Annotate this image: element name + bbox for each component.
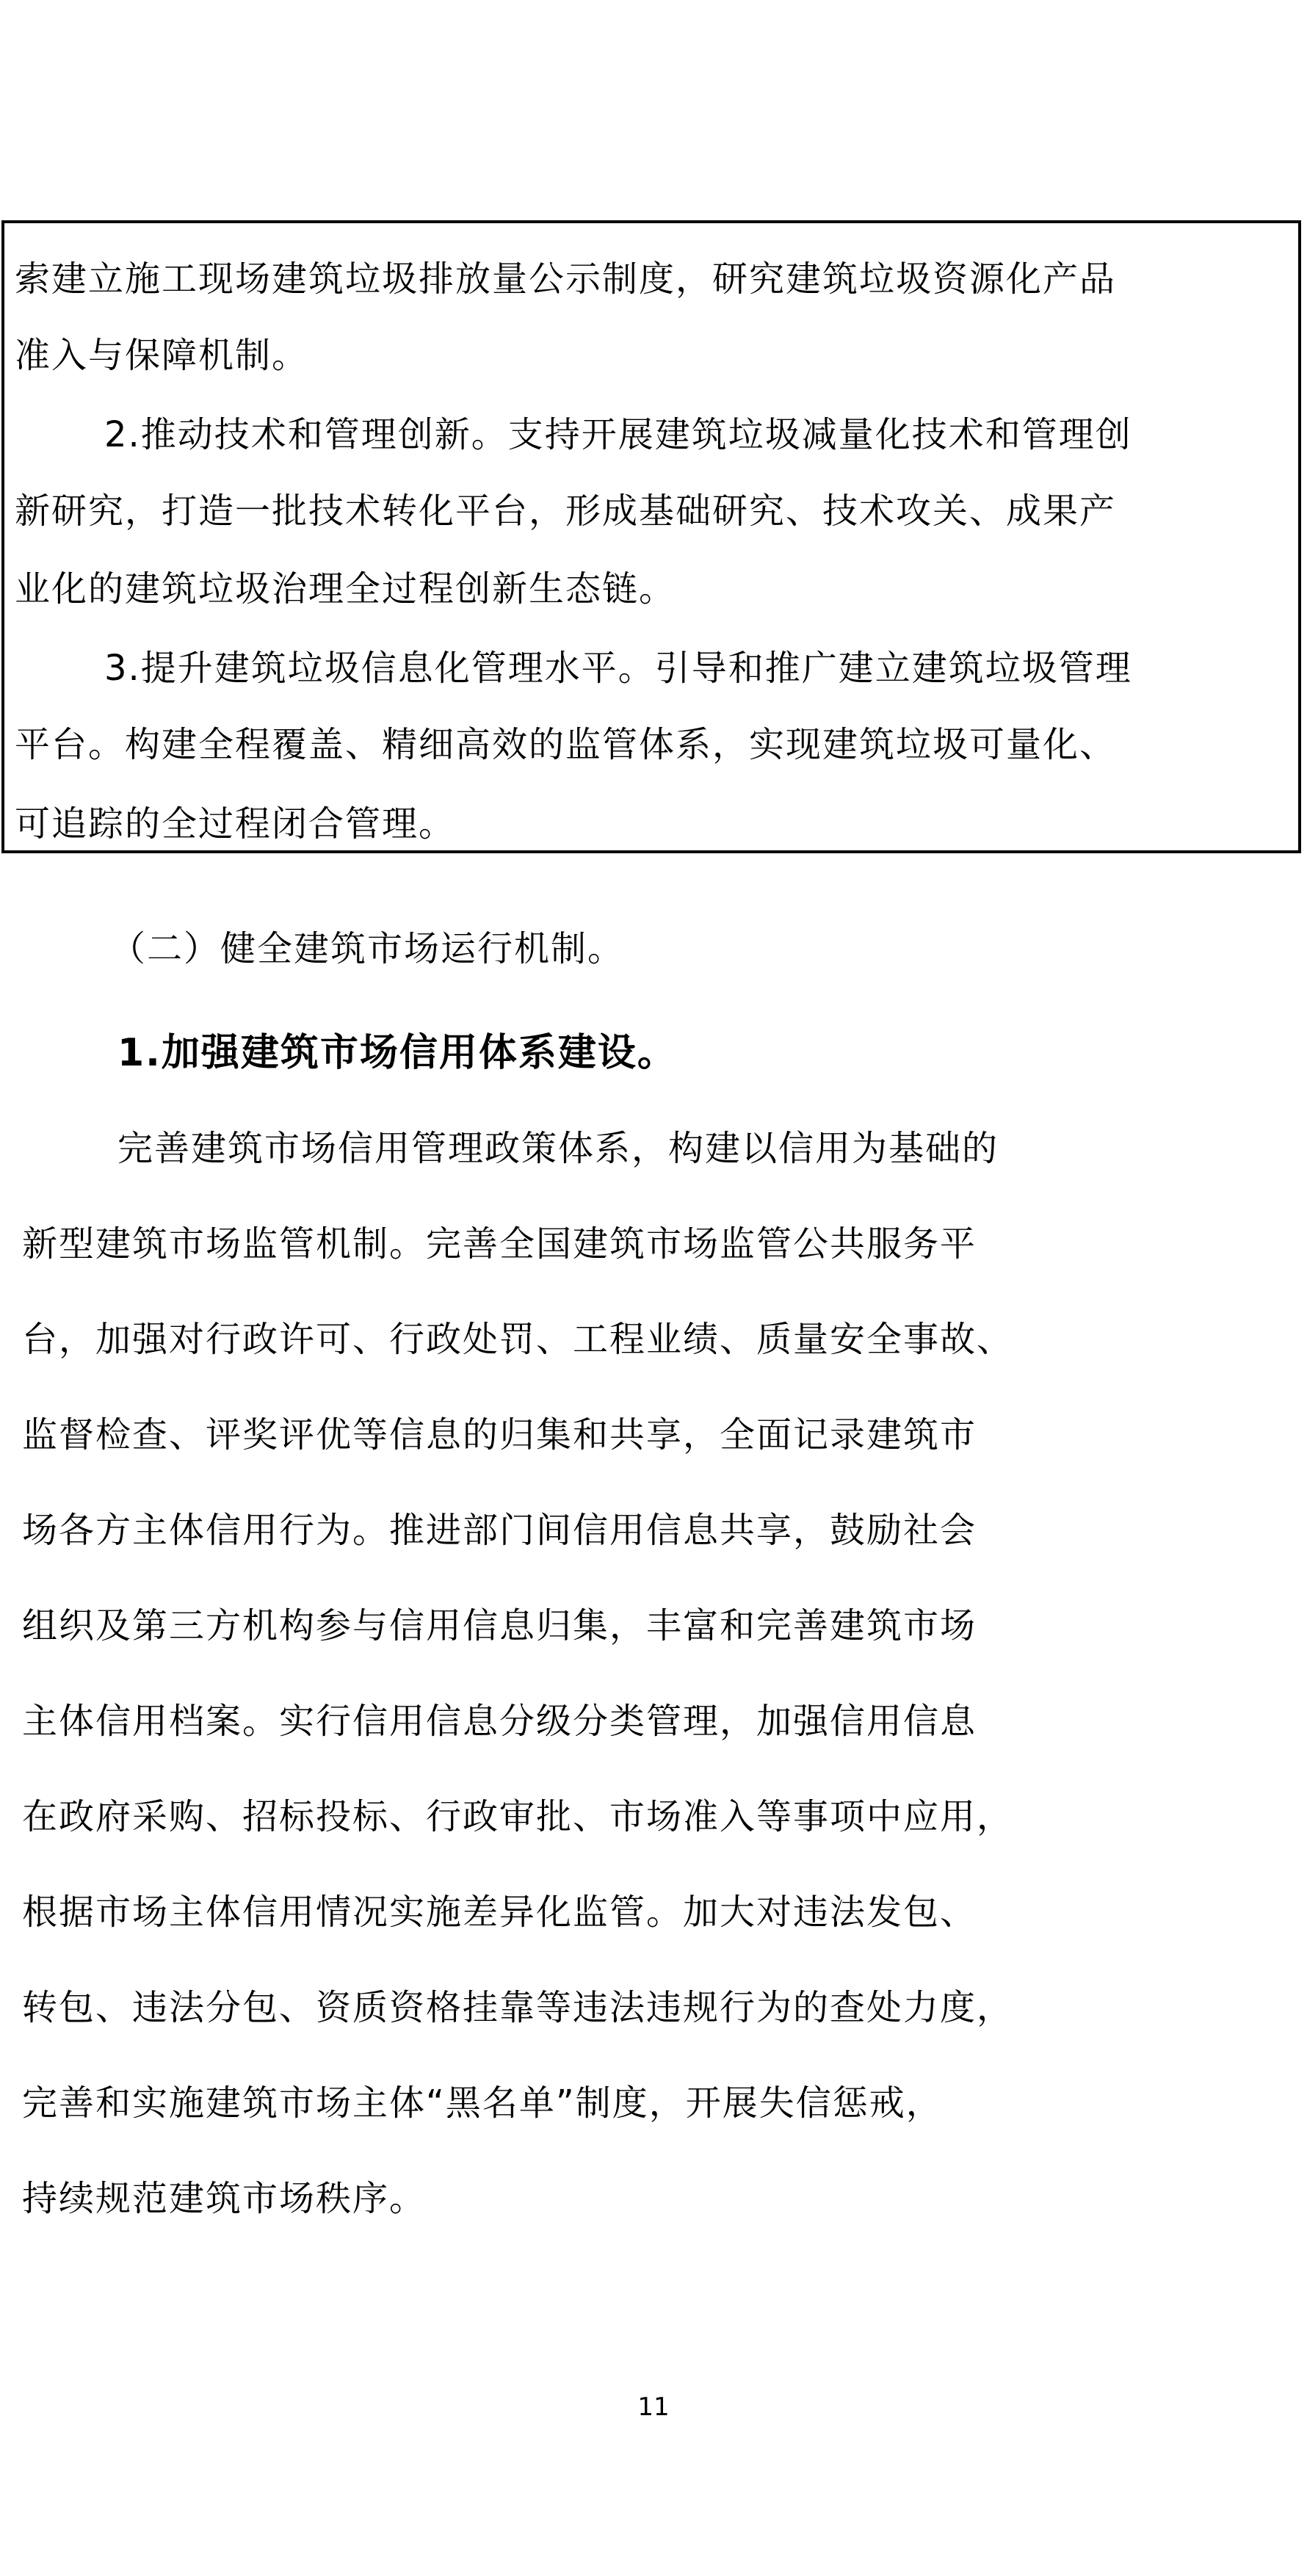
paragraph-line: 完善建筑市场信用管理政策体系，构建以信用为基础的 [117,1128,999,1169]
paragraph-line: 新型建筑市场监管机制。完善全国建筑市场监管公共服务平 [22,1223,977,1265]
box-text-line: 索建立施工现场建筑垃圾排放量公示制度，研究建筑垃圾资源化产品 [15,258,1117,300]
paragraph-line: 转包、违法分包、资质资格挂靠等违法违规行为的查处力度， [22,1987,1014,2028]
page-number: 11 [637,2392,670,2422]
paragraph-line: 持续规范建筑市场秩序。 [22,2178,427,2219]
paragraph-line: 根据市场主体信用情况实施差异化监管。加大对违法发包、 [22,1892,977,1933]
bordered-text-box [1,220,1301,853]
box-text-line: 3.提升建筑垃圾信息化管理水平。引导和推广建立建筑垃圾管理 [104,648,1132,689]
paragraph-line: 监督检查、评奖评优等信息的归集和共享，全面记录建筑市 [22,1414,977,1455]
paragraph-line: 主体信用档案。实行信用信息分级分类管理，加强信用信息 [22,1701,977,1742]
subsection-heading: 1.加强建筑市场信用体系建设。 [117,1031,677,1075]
paragraph-line: 在政府采购、招标投标、行政审批、市场准入等事项中应用， [22,1796,1014,1837]
paragraph-line: 组织及第三方机构参与信用信息归集，丰富和完善建筑市场 [22,1605,977,1646]
box-text-line: 新研究，打造一批技术转化平台，形成基础研究、技术攻关、成果产 [15,491,1117,532]
paragraph-line: 台，加强对行政许可、行政处罚、工程业绩、质量安全事故、 [22,1319,1014,1360]
box-text-line: 准入与保障机制。 [15,335,309,376]
box-text-line: 业化的建筑垃圾治理全过程创新生态链。 [15,568,676,609]
box-text-line: 平台。构建全程覆盖、精细高效的监管体系，实现建筑垃圾可量化、 [15,724,1117,765]
paragraph-line: 完善和实施建筑市场主体“黑名单”制度，开展失信惩戒， [22,2083,943,2124]
section-title: （二）健全建筑市场运行机制。 [110,928,625,969]
box-text-line: 2.推动技术和管理创新。支持开展建筑垃圾减量化技术和管理创 [104,414,1132,455]
paragraph-line: 场各方主体信用行为。推进部门间信用信息共享，鼓励社会 [22,1510,977,1551]
box-text-line: 可追踪的全过程闭合管理。 [15,803,456,844]
